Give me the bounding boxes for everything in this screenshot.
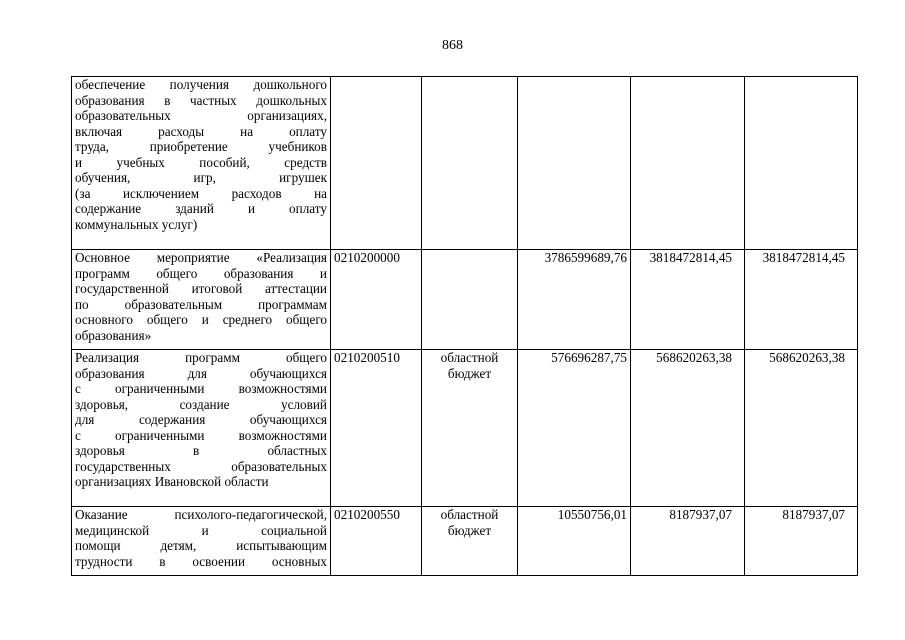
name-line: основного общего и среднего общего [75, 312, 327, 327]
row-year3-cell: 3818472814,45 [745, 250, 858, 350]
name-line: для содержания обучающихся [75, 412, 327, 427]
name-line: (за исключением расходов на [75, 185, 327, 201]
name-line: образования в частных дошкольных [75, 92, 327, 108]
row-source-cell [422, 77, 518, 250]
name-line: по образовательным программам [75, 296, 327, 312]
name-line: программ общего образования и [75, 265, 327, 281]
name-line: организациях Ивановской области [75, 474, 269, 489]
row-year2-cell: 3818472814,45 [631, 250, 745, 350]
name-line: и учебных пособий, средств [75, 154, 327, 170]
row-year1-cell: 3786599689,76 [518, 250, 631, 350]
row-year1-cell: 576696287,75 [518, 350, 631, 507]
row-year2-cell: 8187937,07 [631, 507, 745, 576]
row-name-cell [72, 77, 331, 250]
name-line: образования для обучающихся [75, 365, 327, 381]
row-name-cell [72, 350, 331, 507]
table-row [72, 250, 858, 350]
name-line: Основное мероприятие «Реализация [75, 250, 327, 265]
table-row [72, 77, 858, 250]
name-line: образовательных организациях, [75, 108, 327, 123]
name-line: с ограниченными возможностями [75, 381, 327, 396]
name-line: государственных образовательных [75, 458, 327, 474]
name-line: с ограниченными возможностями [75, 427, 327, 443]
name-line: труда, приобретение учебников [75, 139, 327, 154]
page-number: 868 [442, 38, 463, 53]
row-source-cell: областной бюджет [422, 350, 518, 507]
row-year3-cell [745, 77, 858, 250]
name-line: обеспечение получения дошкольного [75, 77, 327, 92]
name-line: Оказание психолого-педагогической, [75, 507, 327, 522]
table-row [72, 350, 858, 507]
name-line: помощи детям, испытывающим [75, 538, 327, 553]
row-code-cell: 0210200000 [331, 250, 422, 350]
row-year2-cell: 568620263,38 [631, 350, 745, 507]
name-line: Реализация программ общего [75, 350, 327, 365]
row-year1-cell: 10550756,01 [518, 507, 631, 576]
table-row [72, 507, 858, 576]
row-name-cell [72, 507, 331, 576]
row-code-cell: 0210200510 [331, 350, 422, 507]
row-year3-cell: 8187937,07 [745, 507, 858, 576]
row-source-cell: областной бюджет [422, 507, 518, 576]
budget-table [71, 76, 858, 576]
name-line: здоровья, создание условий [75, 396, 327, 412]
row-year3-cell: 568620263,38 [745, 350, 858, 507]
name-line: образования» [75, 327, 152, 343]
row-code-cell [331, 77, 422, 250]
name-line: обучения, игр, игрушек [75, 170, 327, 185]
name-line: коммунальных услуг) [75, 216, 198, 232]
row-source-cell [422, 250, 518, 350]
name-line: здоровья в областных [75, 443, 327, 458]
row-name-cell [72, 250, 331, 350]
row-year2-cell [631, 77, 745, 250]
name-line: содержание зданий и оплату [75, 201, 327, 216]
name-line: государственной итоговой аттестации [75, 281, 327, 296]
name-line: включая расходы на оплату [75, 123, 327, 139]
row-year1-cell [518, 77, 631, 250]
row-code-cell: 0210200550 [331, 507, 422, 576]
name-line: медицинской и социальной [75, 522, 327, 538]
name-line: трудности в освоении основных [75, 553, 327, 569]
